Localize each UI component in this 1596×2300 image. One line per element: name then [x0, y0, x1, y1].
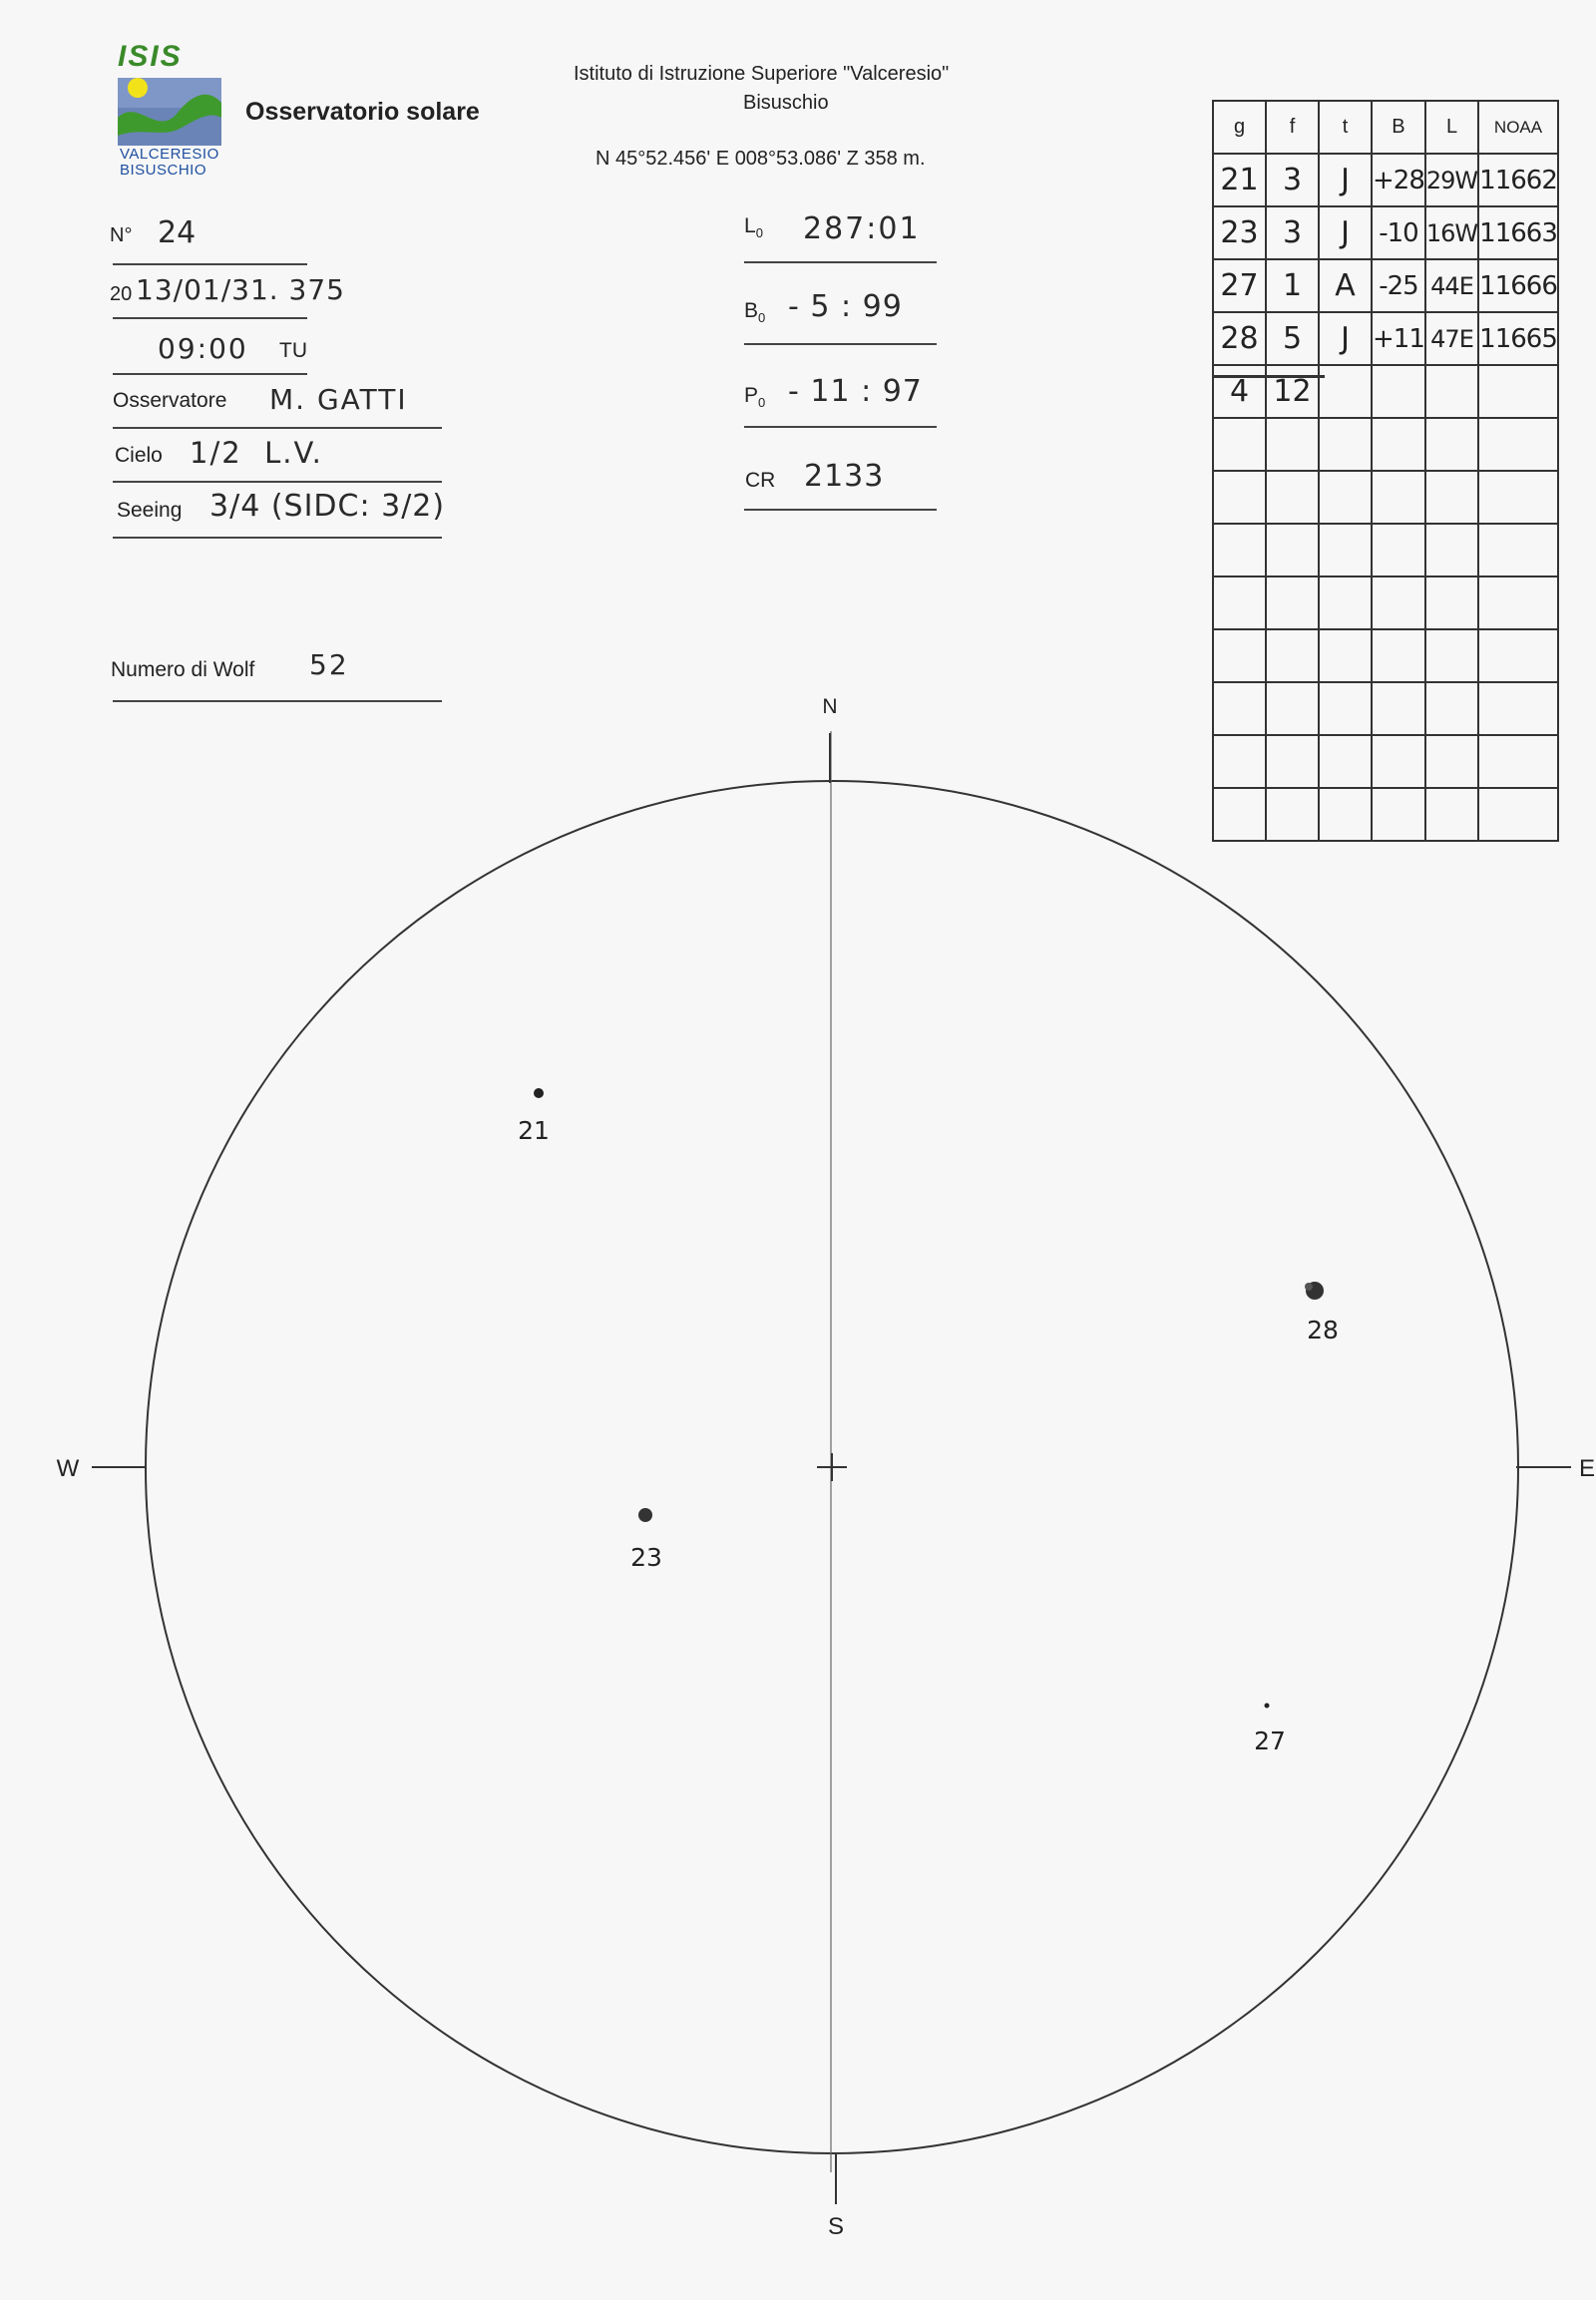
wolf-value: 52 — [309, 648, 349, 681]
date-prefix: 20 — [110, 283, 133, 305]
cell-noaa: 11662 — [1478, 154, 1558, 206]
l0-value: 287:01 — [803, 211, 921, 246]
cell-t: J — [1319, 154, 1372, 206]
sky-label: Cielo — [115, 444, 163, 467]
cell-l: 29W — [1425, 154, 1478, 206]
header-f: f — [1266, 101, 1319, 154]
l0-subscript: 0 — [755, 225, 763, 241]
p0-letter: P — [744, 384, 759, 407]
cell-noaa: 11666 — [1478, 259, 1558, 312]
compass-south: S — [827, 2213, 845, 2240]
cell-g: 27 — [1213, 259, 1266, 312]
sunspot-label-27: 27 — [1254, 1726, 1286, 1755]
logo-isis-text: ISIS — [118, 40, 183, 73]
sunspot-label-23: 23 — [630, 1543, 662, 1572]
cell-b: -25 — [1372, 259, 1425, 312]
cell-t: J — [1319, 206, 1372, 259]
cell-b: +28 — [1372, 154, 1425, 206]
cell-l: 47E — [1425, 312, 1478, 365]
cr-value: 2133 — [804, 459, 885, 494]
institute-name: Istituto di Istruzione Superiore "Valceresio" — [574, 63, 950, 85]
cr-label: CR — [745, 469, 776, 492]
observatory-coordinates: N 45°52.456' E 008°53.086' Z 358 m. — [596, 148, 926, 170]
cell-noaa: 11663 — [1478, 206, 1558, 259]
cell-f: 3 — [1266, 206, 1319, 259]
sunspot-group-23 — [638, 1508, 652, 1522]
number-label: N° — [110, 224, 133, 246]
b0-value: - 5 : 99 — [788, 289, 903, 324]
cell-f: 3 — [1266, 154, 1319, 206]
seeing-value: 3/4 (SIDC: 3/2) — [209, 489, 446, 524]
logo-subtitle-line1: VALCERESIO — [120, 146, 219, 163]
cell-g: 21 — [1213, 154, 1266, 206]
sunspot-label-28: 28 — [1307, 1316, 1339, 1344]
time-value: 09:00 — [158, 332, 248, 365]
sky-value: 1/2 L.V. — [190, 436, 323, 470]
l0-letter: L — [744, 214, 756, 237]
seeing-label: Seeing — [117, 499, 183, 522]
cell-t: J — [1319, 312, 1372, 365]
header-t: t — [1319, 101, 1372, 154]
logo-subtitle-line2: BISUSCHIO — [120, 162, 207, 179]
sunspot-label-21: 21 — [518, 1116, 550, 1145]
header-l: L — [1425, 101, 1478, 154]
cell-f: 5 — [1266, 312, 1319, 365]
header-b: B — [1372, 101, 1425, 154]
b0-letter: B — [744, 299, 759, 322]
b0-subscript: 0 — [758, 310, 766, 326]
sunspot-group-27 — [1265, 1704, 1270, 1709]
p0-value: - 11 : 97 — [788, 374, 923, 409]
compass-west: W — [56, 1455, 80, 1482]
sunspot-group-21 — [534, 1088, 544, 1098]
cell-b: +11 — [1372, 312, 1425, 365]
header-g: g — [1213, 101, 1266, 154]
institute-town: Bisuschio — [743, 92, 829, 114]
cell-f: 1 — [1266, 259, 1319, 312]
p0-subscript: 0 — [758, 395, 766, 411]
header-noaa: NOAA — [1478, 101, 1558, 154]
total-groups: 4 — [1213, 365, 1266, 418]
cell-b: -10 — [1372, 206, 1425, 259]
cell-l: 44E — [1425, 259, 1478, 312]
cell-t: A — [1319, 259, 1372, 312]
cell-noaa: 11665 — [1478, 312, 1558, 365]
time-label: TU — [279, 339, 307, 362]
sunspot-group-28-follower — [1305, 1283, 1313, 1291]
cell-g: 28 — [1213, 312, 1266, 365]
cell-g: 23 — [1213, 206, 1266, 259]
wolf-label: Numero di Wolf — [111, 658, 255, 681]
compass-north: N — [822, 695, 838, 718]
observer-label: Osservatore — [113, 389, 227, 412]
compass-east: E — [1578, 1455, 1596, 1482]
date-value: 13/01/31. 375 — [136, 273, 345, 306]
observer-value: M. GATTI — [269, 383, 408, 416]
observatory-title: Osservatorio solare — [245, 98, 480, 126]
total-spots: 12 — [1266, 365, 1319, 418]
number-value: 24 — [158, 215, 197, 250]
cell-l: 16W — [1425, 206, 1478, 259]
